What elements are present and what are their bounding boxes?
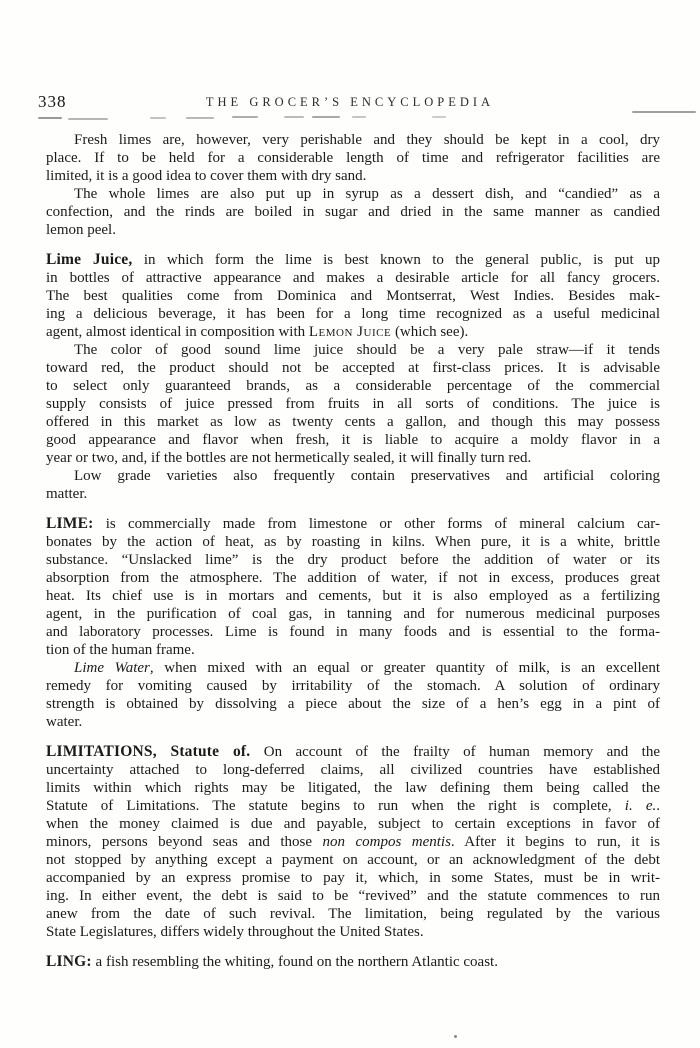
page-number: 338 (38, 92, 67, 111)
text-run: matter. (46, 486, 88, 502)
text-run: toward red, the product should not be accepted at first-class prices. It is advisable (46, 360, 660, 376)
text-run: offered in this market as low as twenty cents a gallon, and though this may possess (46, 414, 660, 430)
text-run: confection, and the rinds are boiled in sugar and dried in the same manner as candied (46, 204, 660, 220)
text-run: is commercially made from limestone or other forms of mineral calcium car- (93, 516, 660, 532)
scan-rule-dash (38, 117, 62, 119)
text-run: place. If to be held for a considerable length of time and refrigerator facilities are (46, 150, 660, 166)
text-line (46, 869, 660, 887)
text-run: Lemon Juice (308, 324, 392, 340)
text-run: strength is obtained by dissolving a piece about the size of a hen’s egg in a pint of (46, 696, 660, 712)
text-run: minors, persons beyond seas and those (46, 834, 323, 850)
text-line (46, 641, 660, 659)
text-run: , when mixed with an equal or greater quantity of milk, is an excellent (149, 660, 660, 676)
text-run: remedy for vomiting caused by irritability of the stomach. A solution of ordinary (46, 678, 660, 694)
text-run: year or two, and, if the bottles are not hermetically sealed, it will finally turn red. (46, 450, 532, 466)
text-line (46, 533, 660, 551)
text-run: agent, almost identical in composition with (46, 324, 309, 340)
text-line (46, 149, 660, 167)
text-line (46, 515, 660, 533)
text-line (46, 377, 660, 395)
text-line (46, 833, 660, 851)
headword: LING: (46, 953, 92, 970)
text-run: heat. Its chief use is in mortars and cements, but it is also employed as a fertilizing (46, 588, 660, 604)
text-run: anew from the date of such revival. The limitation, being regulated by the various (46, 906, 660, 922)
page-header (0, 92, 700, 114)
text-line (46, 431, 660, 449)
paragraph (46, 953, 660, 971)
text-run: non compos mentis (322, 834, 451, 850)
text-run: Low grade varieties also frequently contain preservatives and artificial coloring (74, 468, 660, 484)
text-line (46, 203, 660, 221)
scan-rule-dash (186, 117, 214, 119)
text-line (46, 323, 660, 341)
text-line (46, 713, 660, 731)
text-run: bonates by the action of heat, as by roasting in kilns. When pure, it is a white, brittle (46, 534, 660, 550)
text-run: good appearance and flavor when fresh, it is liable to acquire a moldy flavor in a (46, 432, 660, 448)
text-line (46, 287, 660, 305)
text-line (46, 251, 660, 269)
headword: Lime Juice, (46, 251, 133, 268)
scan-speck (454, 1035, 457, 1038)
entry-lime-juice (46, 251, 660, 503)
text-run: The best qualities come from Dominica and Montserrat, West Indies. Besides mak- (46, 288, 660, 304)
paragraph (46, 251, 660, 341)
text-run: absorption from the atmosphere. The addition of water, if not in excess, produces great (46, 570, 660, 586)
text-run: accompanied by an express promise to pay it, which, in some States, must be in writ- (46, 870, 660, 886)
text-run: in bottles of attractive appearance and makes a desirable article for all fancy grocers. (46, 270, 660, 286)
text-line (46, 605, 660, 623)
text-line (46, 695, 660, 713)
text-run: a fish resembling the whiting, found on the northern Atlantic coast. (91, 954, 498, 970)
entry-limes-continued (46, 131, 660, 239)
scan-rule-dash (150, 117, 166, 119)
text-run: ing a delicious beverage, it has been for a long time recognized as a useful medicinal (46, 306, 660, 322)
text-line (46, 221, 660, 239)
text-line (46, 551, 660, 569)
paragraph (46, 131, 660, 185)
text-run: in which form the lime is best known to the general public, is put up (132, 252, 660, 268)
text-run: i. e. (624, 798, 657, 814)
scan-rule-dash (352, 116, 366, 118)
text-line (46, 467, 660, 485)
text-line (46, 851, 660, 869)
text-run: and laboratory processes. Lime is found in many foods and is essential to the forma- (46, 624, 660, 640)
text-run: not stopped by anything except a payment on account, or an acknowledgment of the debt (46, 852, 660, 868)
paragraph (46, 659, 660, 731)
text-run: Fresh limes are, however, very perishable and they should be kept in a cool, dry (74, 132, 660, 148)
text-run: Statute of Limitations. The statute begins to run when the right is complete, (46, 798, 625, 814)
text-line (46, 677, 660, 695)
text-line (46, 623, 660, 641)
page-body-text (46, 131, 660, 983)
text-line (46, 923, 660, 941)
text-line (46, 185, 660, 203)
text-run: State Legislatures, differs widely throughout the United States. (46, 924, 424, 940)
text-line (46, 359, 660, 377)
paragraph (46, 341, 660, 467)
paragraph (46, 743, 660, 941)
entry-lime (46, 515, 660, 731)
entry-limitations-statute-of (46, 743, 660, 941)
text-run: Lime Water (74, 660, 150, 676)
text-line (46, 953, 660, 971)
text-run: The whole limes are also put up in syrup as a dessert dish, and “candied” as a (74, 186, 660, 202)
text-run: The color of good sound lime juice should be a very pale straw—if it tends (74, 342, 660, 358)
text-line (46, 743, 660, 761)
text-line (46, 269, 660, 287)
scan-rule-dash (632, 111, 696, 113)
text-run: limited, it is a good idea to cover them with dry sand. (46, 168, 367, 184)
text-line (46, 395, 660, 413)
scan-rule-dash (232, 116, 258, 118)
text-run: On account of the frailty of human memory and the (250, 744, 660, 760)
text-line (46, 485, 660, 503)
paragraph (46, 515, 660, 659)
paragraph (46, 185, 660, 239)
text-line (46, 659, 660, 677)
text-run: agent, in the purification of coal gas, in tanning and for numerous medicinal purposes (46, 606, 660, 622)
text-line (46, 305, 660, 323)
text-line (46, 905, 660, 923)
text-run: (which see). (391, 324, 469, 340)
text-line (46, 797, 660, 815)
text-run: tion of the human frame. (46, 642, 195, 658)
text-line (46, 887, 660, 905)
text-run: substance. “Unslacked lime” is the dry product before the addition of water or its (46, 552, 660, 568)
text-line (46, 449, 660, 467)
headword: LIMITATIONS, Statute of. (46, 743, 251, 760)
text-line (46, 761, 660, 779)
paragraph (46, 467, 660, 503)
text-run: uncertainty attached to long-deferred claims, all civilized countries have established (46, 762, 660, 778)
text-run: . After it begins to run, it is (450, 834, 660, 850)
text-run: . (656, 798, 660, 814)
text-line (46, 587, 660, 605)
text-run: to select only guaranteed brands, as a considerable percentage of the commercial (46, 378, 660, 394)
scan-rule-dash (68, 118, 108, 120)
scan-rule-dash (312, 116, 340, 118)
entry-ling (46, 953, 660, 971)
header-title: THE GROCER’S ENCYCLOPEDIA (205, 95, 495, 109)
text-line (46, 167, 660, 185)
scan-rule-dash (284, 116, 304, 118)
text-run: ing. In either event, the debt is said to be “revived” and the statute commences to run (46, 888, 660, 904)
text-run: when the money claimed is due and payable, subject to certain exceptions in favor of (46, 816, 660, 832)
text-run: lemon peel. (46, 222, 116, 238)
text-line (46, 569, 660, 587)
text-run: limits within which rights may be litigated, the law defining them being called the (46, 780, 660, 796)
headword: LIME: (46, 515, 94, 532)
text-line (46, 341, 660, 359)
text-line (46, 131, 660, 149)
text-line (46, 815, 660, 833)
scan-rule-dash (432, 116, 446, 118)
text-run: water. (46, 714, 83, 730)
text-line (46, 413, 660, 431)
text-line (46, 779, 660, 797)
text-run: supply consists of juice pressed from fruits in all sorts of conditions. The juice is (46, 396, 660, 412)
